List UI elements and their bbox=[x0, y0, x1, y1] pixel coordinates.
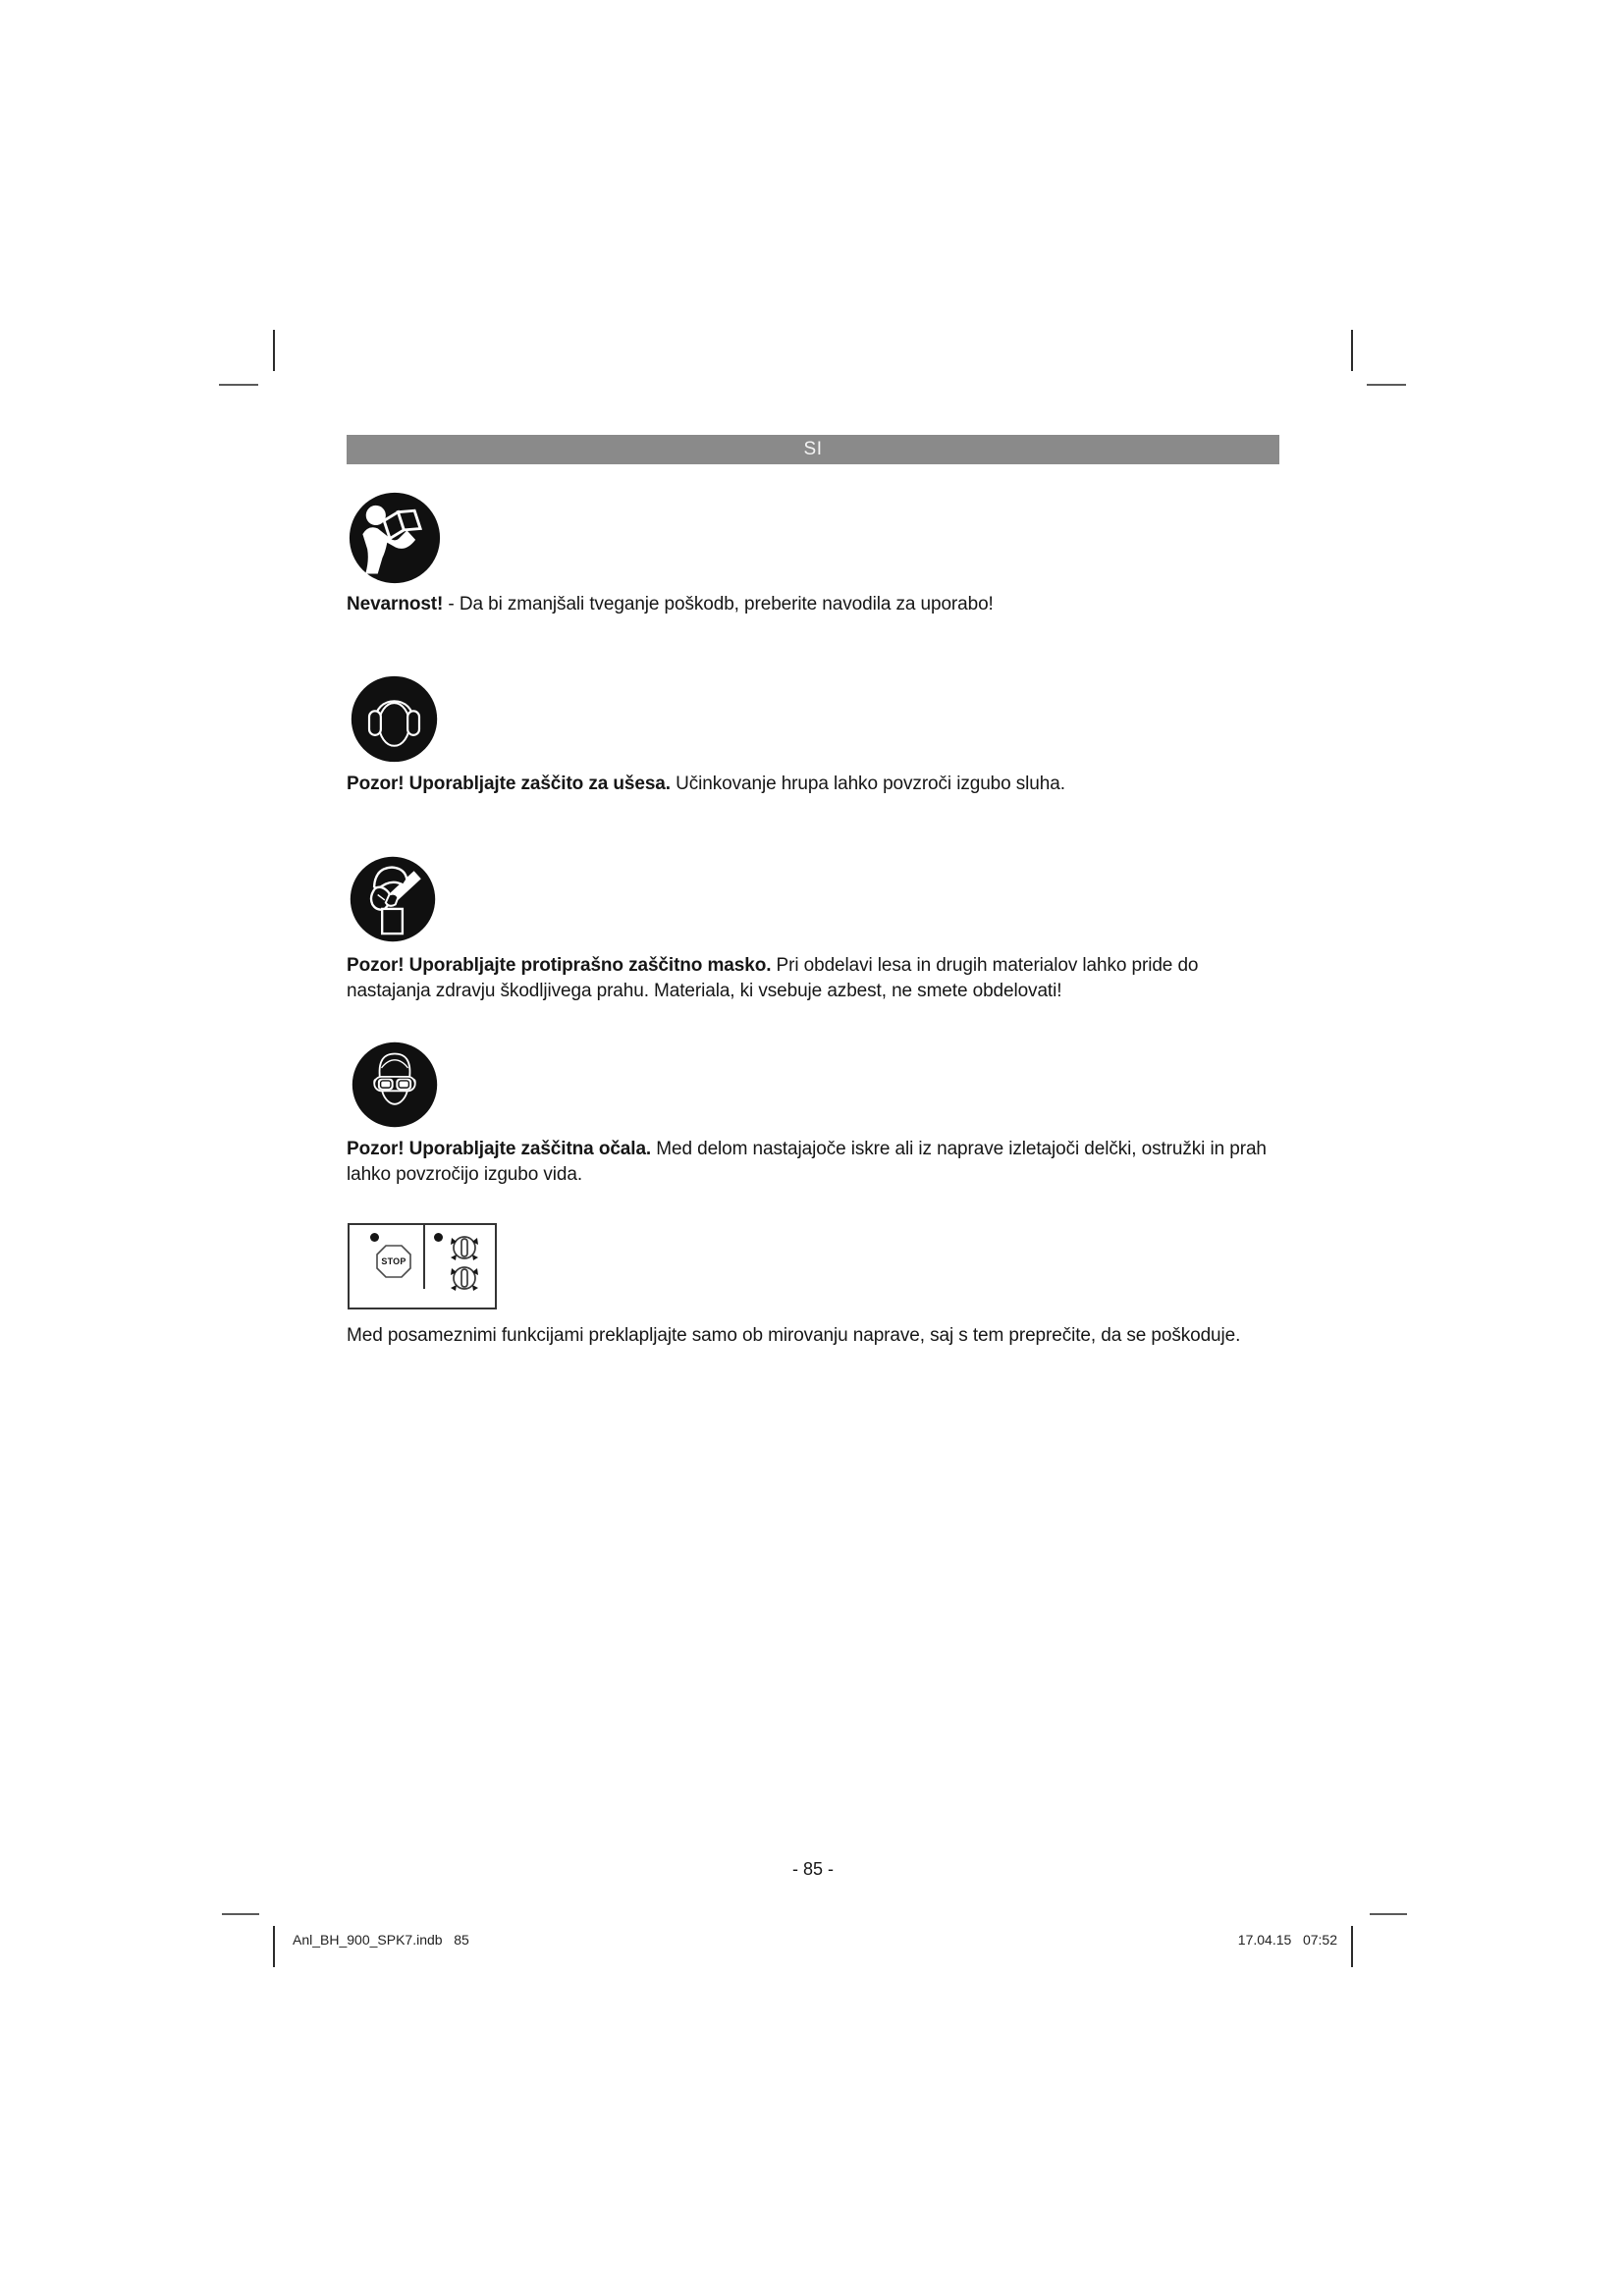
bullet-dot bbox=[370, 1233, 379, 1242]
ear-protection-icon bbox=[350, 674, 439, 764]
footer-timestamp: 17.04.15 07:52 bbox=[1237, 1932, 1337, 1948]
language-code-label: SI bbox=[803, 439, 823, 459]
warning-bold-lead: Pozor! Uporabljajte zaščitna očala. bbox=[347, 1139, 652, 1159]
footer-file-name: Anl_BH_900_SPK7.indb 85 bbox=[293, 1932, 469, 1948]
warning-body-text: Učinkovanje hrupa lahko povzroči izgubo sluha. bbox=[670, 774, 1065, 794]
page-number: - 85 - bbox=[791, 1859, 834, 1879]
warning-ear-protection-text bbox=[347, 772, 1281, 797]
mode-switch-pictogram-box bbox=[348, 1223, 497, 1309]
stop-sign-icon bbox=[375, 1244, 412, 1279]
mode-switch-note-text bbox=[347, 1323, 1281, 1349]
crop-mark-top-left-vertical bbox=[273, 330, 275, 371]
crop-mark-bottom-right-vertical bbox=[1351, 1926, 1353, 1967]
warning-dust-mask-text bbox=[347, 953, 1281, 1004]
rotate-switch-icon bbox=[447, 1262, 482, 1292]
warning-body-text: Pri obdelavi lesa in drugih materialov lahko pride do nastajanja zdravju škodljivega prahu. Materiala, ki vsebuje azbest, ne smete obdelovati! bbox=[347, 955, 1199, 1001]
rotate-switch-icon bbox=[447, 1232, 482, 1261]
warning-body-text: - Da bi zmanjšali tveganje poškodb, preberite navodila za uporabo! bbox=[443, 594, 994, 614]
warning-bold-lead: Pozor! Uporabljajte zaščito za ušesa. bbox=[347, 774, 671, 794]
pictogram-box-divider bbox=[423, 1225, 425, 1289]
crop-mark-bottom-right-horizontal bbox=[1370, 1913, 1407, 1915]
warning-bold-lead: Pozor! Uporabljajte protiprašno zaščitno masko. bbox=[347, 955, 772, 976]
crop-mark-bottom-left-vertical bbox=[273, 1926, 275, 1967]
safety-goggles-icon bbox=[351, 1041, 439, 1129]
warning-safety-goggles-text bbox=[347, 1137, 1281, 1188]
note-body-text: Med posameznimi funkcijami preklapljajte samo ob mirovanju naprave, saj s tem preprečite, da se poškoduje. bbox=[347, 1325, 1241, 1346]
language-header-bar bbox=[347, 435, 1279, 464]
warning-read-instructions-text bbox=[347, 592, 1281, 617]
read-instructions-icon bbox=[348, 491, 442, 585]
crop-mark-top-right-vertical bbox=[1351, 330, 1353, 371]
crop-mark-bottom-left-horizontal bbox=[222, 1913, 259, 1915]
crop-mark-top-right-horizontal bbox=[1367, 384, 1406, 386]
warning-bold-lead: Nevarnost! bbox=[347, 594, 444, 614]
dust-mask-icon bbox=[349, 855, 437, 943]
bullet-dot bbox=[434, 1233, 443, 1242]
crop-mark-top-left-horizontal bbox=[219, 384, 258, 386]
stop-label: STOP bbox=[381, 1256, 406, 1266]
warning-body-text: Med delom nastajajoče iskre ali iz naprave izletajoči delčki, ostružki in prah lahko povzročijo izgubo vida. bbox=[347, 1139, 1267, 1185]
